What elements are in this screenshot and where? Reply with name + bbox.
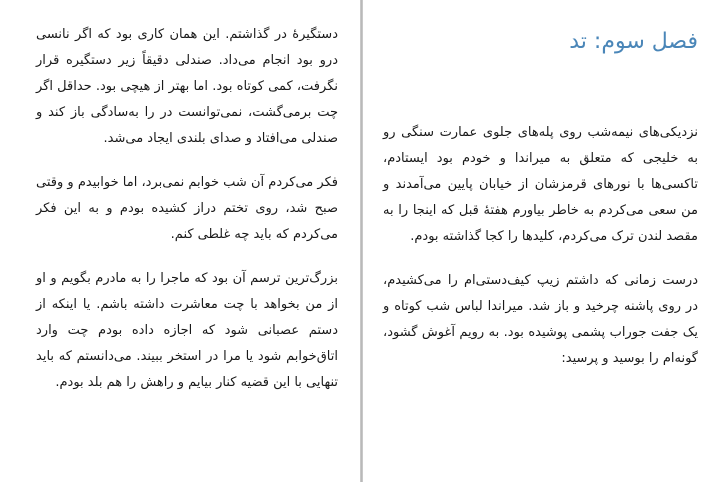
left-page-body [36,22,338,396]
paragraph: نزدیکی‌های نیمه‌شب روی پله‌های جلوی عمارت سنگی رو به خلیجی که متعلق به میراندا و خودم بود ایستادم، تاکسی‌ها با نورهای قرمزشان از خیابان پایین می‌آمدند و من سعی می‌کردم به خاطر بیاورم هفته‌ٔ قبل که اینجا را به مقصد لندن ترک می‌کردم، کلیدها را کجا گذاشته بودم. [383,125,698,244]
paragraph: درست زمانی که داشتم زیپ کیف‌دستی‌ام را می‌کشیدم، در روی پاشنه چرخید و باز شد. میراندا لباس شب کوتاه و یک جفت جوراب پشمی پوشیده بود. به رویم آغوش گشود، گونه‌ام را بوسید و پرسید: [383,273,698,366]
paragraph: دستگیره‌ٔ در گذاشتم. این همان کاری بود که اگر نانسی درو بود انجام می‌داد. صندلی دقیقاً زیر دستگیره قرار نگرفت، کمی کوتاه بود. اما بهتر از هیچی بود. حداقل اگر چت برمی‌گشت، نمی‌توانست در را به‌سادگی باز کند و صندلی می‌افتاد و صدای بلندی ایجاد می‌شد. [36,27,338,146]
paragraph: فکر می‌کردم آن شب خوابم نمی‌برد، اما خوابیدم و وقتی صبح شد، روی تختم دراز کشیده بودم و به این فکر می‌کردم که باید چه غلطی کنم. [36,175,338,242]
paragraph: بزرگ‌ترین ترسم آن بود که ماجرا را به مادرم بگویم و او از من بخواهد با چت معاشرت داشته باشم. یا اینکه از دستم عصبانی شود که اجازه داده بودم چت وارد اتاق‌خوابم شود یا مرا در استخر ببیند. می‌دانستم که باید تنهایی با این قضیه کنار بیایم و راهش را هم بلد بودم. [36,271,338,390]
right-page-body [383,120,698,372]
right-page [362,0,722,482]
chapter-title: فصل سوم: تد [569,29,698,54]
